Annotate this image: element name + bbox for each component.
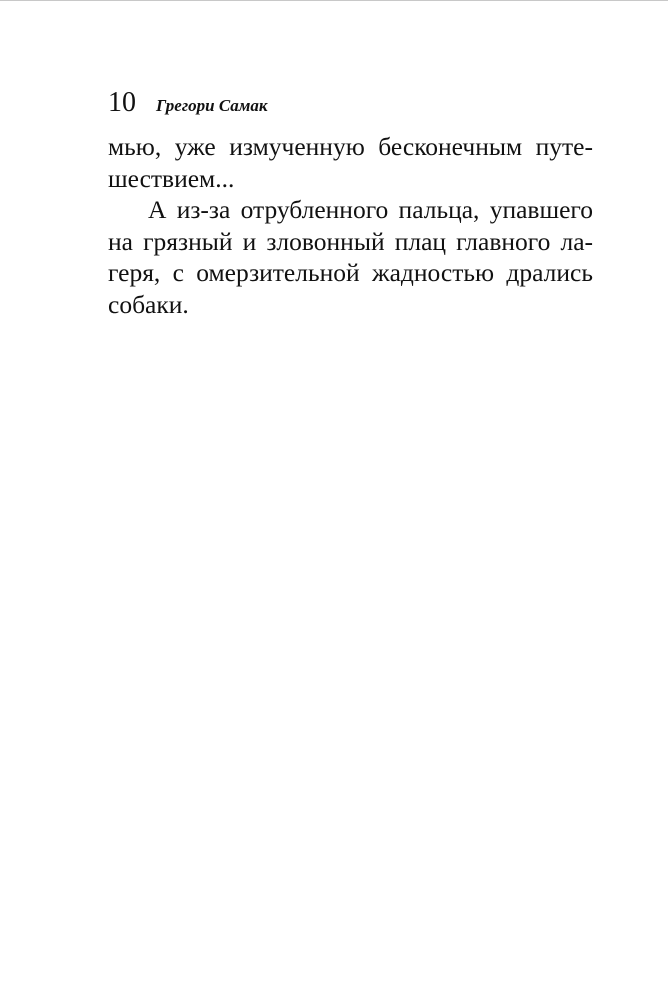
- running-head: [108, 86, 268, 120]
- text-line: мью, уже измученную бесконечным путе-: [108, 132, 593, 161]
- text-line: шествием...: [108, 163, 235, 193]
- text-line: собаки.: [108, 289, 189, 319]
- body-text: [108, 131, 593, 321]
- text-line: А из-за отрубленного пальца, упавшего: [148, 195, 593, 225]
- running-title: Грегори Самак: [156, 96, 268, 115]
- text-line: на грязный и зловонный плац главного ла-: [108, 226, 593, 256]
- page-top-rule: [0, 0, 668, 1]
- text-line: геря, с омерзительной жадностью дрались: [108, 258, 593, 288]
- page-number: 10: [108, 87, 136, 118]
